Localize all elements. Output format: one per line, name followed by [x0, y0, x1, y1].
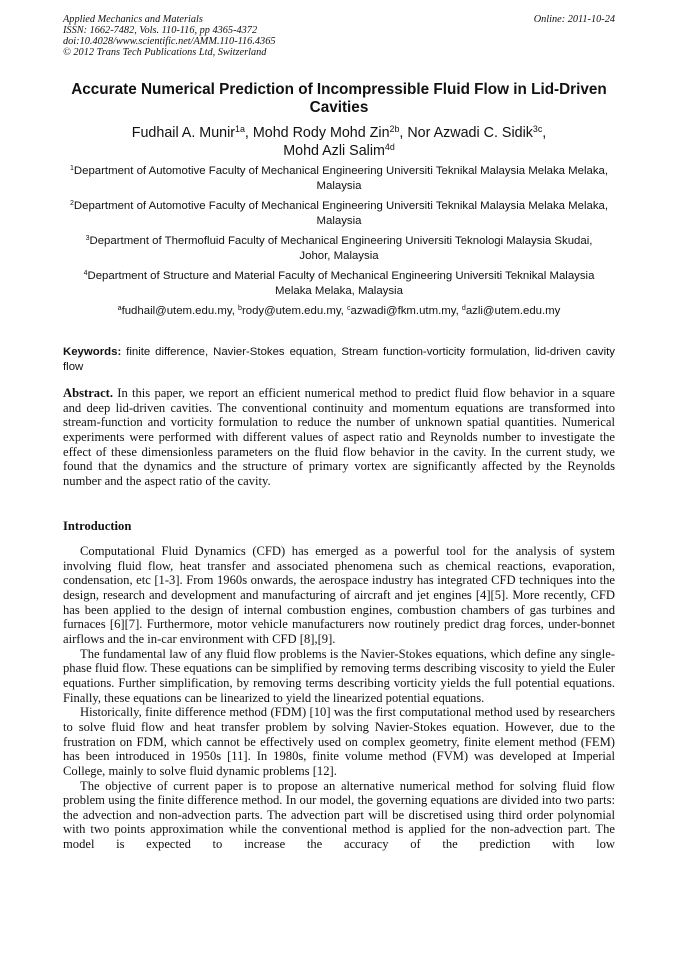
affiliation: $^2$Department of Automotive Faculty of Mechanical Engineering Universiti Teknikal Malaysia Melaka Melaka, Malaysia — [69, 200, 609, 227]
section-heading-introduction: Introduction — [63, 519, 132, 533]
abstract-text: In this paper, we report an efficient numerical method to predict fluid flow behavior in a square and deep lid-driven cavities. The conventional continuity and momentum equations are transformed into stream-function and vorticity formulation to reduce the number of unknown spatial quantities. Numerical experiments were performed with different values of aspect ratio and Reynolds number to investigate the effect of these dimensionless parameters on the fluid flow behavior in the cavity. In the current study, we found that the dynamics and the structure of primary vortex are significantly affected by the Reynolds number and the aspect ratio of the cavity. — [63, 386, 615, 488]
author-list — [63, 124, 615, 160]
affiliation: $^3$Department of Thermofluid Faculty of Mechanical Engineering Universiti Teknologi Malaysia Skudai, Johor, Malaysia — [85, 235, 593, 262]
author: Nor Azwadi C. Sidik$^{3c}$, — [407, 124, 547, 141]
author: Mohd Azli Salim$^{4d}$ — [283, 142, 395, 159]
email-link[interactable]: $^d$azli@utem.edu.my — [461, 305, 561, 317]
affiliations — [55, 164, 623, 319]
email-link[interactable]: $^c$azwadi@fkm.utm.my — [347, 305, 456, 317]
abstract — [63, 386, 615, 489]
email-link[interactable]: $^b$rody@utem.edu.my — [238, 305, 341, 317]
email-list: $^a$fudhail@utem.edu.my, $^b$rody@utem.edu.my, $^c$azwadi@fkm.utm.my, $^d$azli@utem.edu.my — [117, 305, 561, 317]
journal-header — [63, 14, 615, 58]
keywords — [63, 345, 615, 374]
affiliation: $^1$Department of Automotive Faculty of Mechanical Engineering Universiti Teknikal Malaysia Melaka Melaka, Malaysia — [69, 165, 609, 192]
paper-title: Accurate Numerical Prediction of Incompressible Fluid Flow in Lid-Driven Cavities — [71, 81, 607, 116]
paragraph: Historically, finite difference method (FDM) [10] was the first computational method used by researchers to solve fluid flow and heat transfer problem by solving Navier-Stokes equation. However, due to the frustration on FDM, which cannot be effectively used on complex geometry, finite element method (FEM) has been introduced in 1950s [11]. In 1980s, finite volume method (FVM) was developed at Imperial College, mainly to solve fluid dynamic problems [12]. — [63, 705, 615, 778]
online-date: Online: 2011-10-24 — [533, 14, 615, 25]
copyright-line: © 2012 Trans Tech Publications Ltd, Switzerland — [63, 47, 267, 58]
issn-line: ISSN: 1662-7482, Vols. 110-116, pp 4365-4372 — [63, 25, 258, 36]
keywords-label: Keywords: — [63, 346, 122, 358]
doi-line: doi:10.4028/www.scientific.net/AMM.110-116.4365 — [63, 36, 276, 47]
paragraph: Computational Fluid Dynamics (CFD) has emerged as a powerful tool for the analysis of system involving fluid flow, heat transfer and associated phenomena such as chemical reactions, evaporation, condensation, etc [1-3]. From 1960s onwards, the aerospace industry has integrated CFD techniques into the design, research and development and manufacturing of aircraft and jet engines [4][5]. More recently, CFD has been applied to the design of internal combustion engines, combustion chambers of gas turbines and furnaces [6][7]. Furthermore, motor vehicle manufacturers now routinely predict drag forces, under-bonnet airflows and the in-car environment with CFD [8],[9]. — [63, 544, 615, 646]
abstract-label: Abstract. — [63, 386, 114, 400]
email-link[interactable]: $^a$fudhail@utem.edu.my — [117, 305, 232, 317]
keywords-text: finite difference, Navier-Stokes equation, Stream function-vorticity formulation, lid-driven cavity flow — [63, 346, 615, 373]
affiliation: $^4$Department of Structure and Material Faculty of Mechanical Engineering Universiti Teknikal Malaysia Melaka Melaka, Malaysia — [83, 270, 595, 297]
paragraph: The fundamental law of any fluid flow problems is the Navier-Stokes equations, which define any single-phase fluid flow. These equations can be simplified by removing terms describing viscosity to yield the Euler equations. Further simplification, by removing terms describing vorticity yields the full potential equations. Finally, these equations can be linearized to yield the linearized potential equations. — [63, 646, 615, 705]
paragraph: The objective of current paper is to propose an alternative numerical method for solving fluid flow problem using the finite difference method. In our model, the governing equations are divided into two parts: the advection and non-advection parts. The advection part will be discretised using third order polynomial with two points approximation while the conventional method is applied for the non-advection part. The model is expected to increase the accuracy of the prediction with low — [63, 778, 615, 852]
author: Fudhail A. Munir$^{1a}$, — [131, 124, 253, 141]
introduction-body — [63, 544, 615, 852]
author: Mohd Rody Mohd Zin$^{2b}$, — [252, 124, 408, 141]
journal-name: Applied Mechanics and Materials — [63, 14, 203, 25]
